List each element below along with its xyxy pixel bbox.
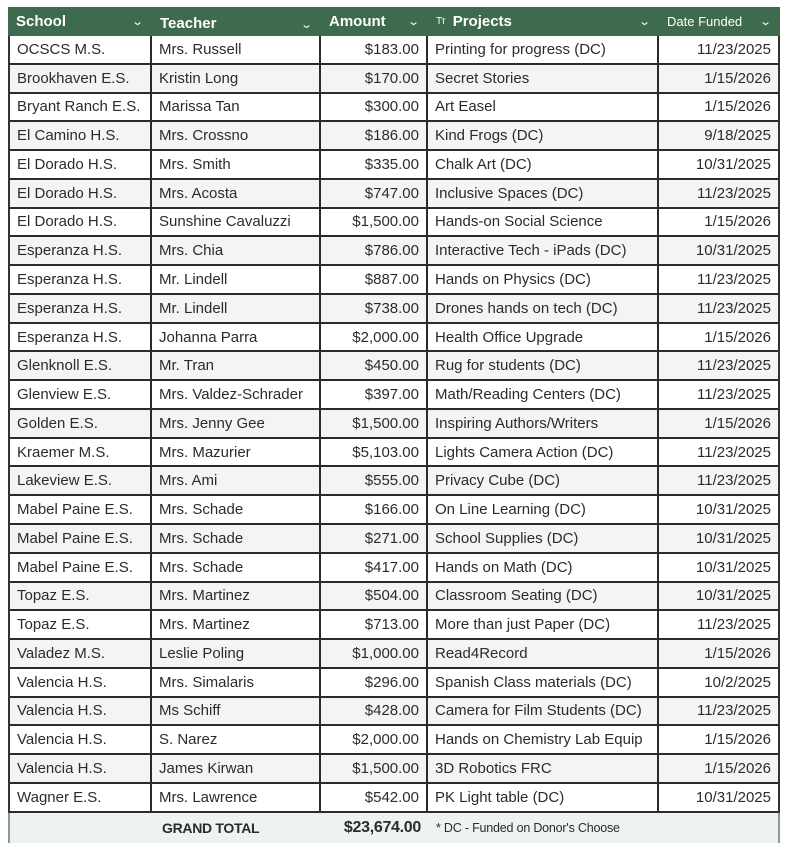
table-row[interactable] <box>10 525 778 554</box>
table-row[interactable] <box>10 640 778 669</box>
table-row[interactable] <box>10 611 778 640</box>
table-row[interactable] <box>10 151 778 180</box>
cell-date-funded[interactable]: 1/15/2026 <box>704 644 771 662</box>
cell-date-funded[interactable]: 10/31/2025 <box>695 501 771 519</box>
cell-school[interactable]: El Dorado H.S. <box>10 209 152 236</box>
cell-date-funded[interactable]: 11/23/2025 <box>697 702 771 720</box>
table-row[interactable] <box>10 352 778 381</box>
cell-teacher[interactable]: Mrs. Schade <box>152 554 321 581</box>
cell-amount[interactable]: $2,000.00 <box>321 726 428 753</box>
cell-project[interactable]: Hands on Chemistry Lab Equip <box>428 726 659 753</box>
cell-school[interactable]: El Dorado H.S. <box>10 151 152 178</box>
table-row[interactable] <box>10 65 778 94</box>
cell-project[interactable]: Art Easel <box>428 94 659 121</box>
cell-teacher[interactable]: Mrs. Lawrence <box>152 784 321 811</box>
cell-school[interactable]: Esperanza H.S. <box>10 295 152 322</box>
column-header-date-funded[interactable] <box>659 7 780 36</box>
cell-date-funded[interactable]: 11/23/2025 <box>697 443 771 461</box>
cell-school[interactable]: Valencia H.S. <box>10 726 152 753</box>
table-row[interactable] <box>10 381 778 410</box>
cell-school[interactable]: OCSCS M.S. <box>10 36 152 63</box>
cell-teacher[interactable]: Mrs. Chia <box>152 237 321 264</box>
table-row[interactable] <box>10 698 778 727</box>
column-header-label: Date Funded <box>667 14 743 29</box>
table-row[interactable] <box>10 237 778 266</box>
cell-teacher[interactable]: Sunshine Cavaluzzi <box>152 209 321 236</box>
cell-school[interactable]: Topaz E.S. <box>10 583 152 610</box>
cell-amount[interactable]: $555.00 <box>321 467 428 494</box>
cell-project[interactable]: Drones hands on tech (DC) <box>428 295 659 322</box>
cell-amount[interactable]: $5,103.00 <box>321 439 428 466</box>
cell-teacher[interactable]: Mrs. Martinez <box>152 583 321 610</box>
table-row[interactable] <box>10 180 778 209</box>
grand-total-row <box>8 813 780 843</box>
column-header-label: Projects <box>452 13 512 30</box>
grand-total-label: GRAND TOTAL <box>162 819 260 836</box>
cell-amount[interactable]: $1,500.00 <box>321 209 428 236</box>
cell-school[interactable]: Glenview E.S. <box>10 381 152 408</box>
chevron-down-icon[interactable]: ⌄ <box>758 16 772 28</box>
cell-amount[interactable]: $887.00 <box>321 266 428 293</box>
cell-teacher[interactable]: Mr. Tran <box>152 352 321 379</box>
cell-project[interactable]: Math/Reading Centers (DC) <box>428 381 659 408</box>
cell-school[interactable]: Valencia H.S. <box>10 755 152 782</box>
column-header-school[interactable] <box>8 7 152 36</box>
cell-date-funded[interactable]: 11/23/2025 <box>697 357 771 375</box>
cell-project[interactable]: Interactive Tech - iPads (DC) <box>428 237 659 264</box>
cell-project[interactable]: Inspiring Authors/Writers <box>428 410 659 437</box>
cell-project[interactable]: More than just Paper (DC) <box>428 611 659 638</box>
cell-school[interactable]: Wagner E.S. <box>10 784 152 811</box>
column-header-label: School <box>16 13 67 30</box>
cell-school[interactable]: Kraemer M.S. <box>10 439 152 466</box>
cell-school[interactable]: El Dorado H.S. <box>10 180 152 207</box>
chevron-down-icon[interactable]: ⌄ <box>299 19 313 31</box>
cell-amount[interactable]: $300.00 <box>321 94 428 121</box>
cell-amount[interactable]: $1,500.00 <box>321 410 428 437</box>
chevron-down-icon[interactable]: ⌄ <box>130 16 144 28</box>
column-header-amount[interactable] <box>321 7 428 36</box>
column-header-label: Teacher <box>160 15 217 32</box>
cell-amount[interactable]: $271.00 <box>321 525 428 552</box>
cell-date-funded[interactable]: 10/31/2025 <box>695 788 771 806</box>
cell-teacher[interactable]: Ms Schiff <box>152 698 321 725</box>
cell-date-funded[interactable]: 1/15/2026 <box>704 328 771 346</box>
cell-date-funded[interactable]: 11/23/2025 <box>697 386 771 404</box>
cell-amount[interactable]: $786.00 <box>321 237 428 264</box>
column-header-projects[interactable] <box>428 7 659 36</box>
footnote: * DC - Funded on Donor's Choose <box>436 820 620 835</box>
table-row[interactable] <box>10 410 778 439</box>
cell-school[interactable]: Glenknoll E.S. <box>10 352 152 379</box>
cell-date-funded[interactable]: 1/15/2026 <box>704 760 771 778</box>
grand-total-amount: $23,674.00 <box>343 818 421 836</box>
cell-project[interactable]: Read4Record <box>428 640 659 667</box>
cell-amount[interactable]: $335.00 <box>321 151 428 178</box>
table-row[interactable] <box>10 209 778 238</box>
cell-school[interactable]: Esperanza H.S. <box>10 266 152 293</box>
table-row[interactable] <box>10 669 778 698</box>
cell-date-funded[interactable]: 10/31/2025 <box>695 587 771 605</box>
cell-school[interactable]: Valencia H.S. <box>10 698 152 725</box>
cell-school[interactable]: Brookhaven E.S. <box>10 65 152 92</box>
cell-date-funded[interactable]: 11/23/2025 <box>697 299 771 317</box>
table-row[interactable] <box>10 122 778 151</box>
cell-amount[interactable]: $296.00 <box>321 669 428 696</box>
cell-amount[interactable]: $397.00 <box>321 381 428 408</box>
cell-project[interactable]: School Supplies (DC) <box>428 525 659 552</box>
cell-date-funded[interactable]: 11/23/2025 <box>697 40 771 58</box>
cell-date-funded[interactable]: 1/15/2026 <box>704 69 771 87</box>
cell-amount[interactable]: $738.00 <box>321 295 428 322</box>
cell-date-funded[interactable]: 9/18/2025 <box>704 127 771 145</box>
cell-amount[interactable]: $747.00 <box>321 180 428 207</box>
cell-amount[interactable]: $713.00 <box>321 611 428 638</box>
cell-school[interactable]: Mabel Paine E.S. <box>10 525 152 552</box>
cell-date-funded[interactable]: 10/31/2025 <box>695 155 771 173</box>
cell-project[interactable]: On Line Learning (DC) <box>428 496 659 523</box>
table-row[interactable] <box>10 554 778 583</box>
cell-teacher[interactable]: Marissa Tan <box>152 94 321 121</box>
cell-teacher[interactable]: Mrs. Jenny Gee <box>152 410 321 437</box>
cell-teacher[interactable]: Mrs. Russell <box>152 36 321 63</box>
table-row[interactable] <box>10 784 778 813</box>
cell-school[interactable]: Lakeview E.S. <box>10 467 152 494</box>
table-header <box>8 7 780 36</box>
cell-project[interactable]: 3D Robotics FRC <box>428 755 659 782</box>
cell-amount[interactable]: $504.00 <box>321 583 428 610</box>
cell-project[interactable]: PK Light table (DC) <box>428 784 659 811</box>
cell-project[interactable]: Classroom Seating (DC) <box>428 583 659 610</box>
cell-teacher[interactable]: Mrs. Ami <box>152 467 321 494</box>
text-type-icon: Tт <box>436 16 445 27</box>
cell-teacher[interactable]: Mr. Lindell <box>152 266 321 293</box>
cell-teacher[interactable]: Mrs. Crossno <box>152 122 321 149</box>
cell-teacher[interactable]: Leslie Poling <box>152 640 321 667</box>
cell-teacher[interactable]: Mrs. Simalaris <box>152 669 321 696</box>
table-row[interactable] <box>10 726 778 755</box>
cell-date-funded[interactable]: 10/31/2025 <box>695 242 771 260</box>
cell-amount[interactable]: $428.00 <box>321 698 428 725</box>
chevron-down-icon[interactable]: ⌄ <box>406 16 420 28</box>
cell-date-funded[interactable]: 10/31/2025 <box>695 558 771 576</box>
cell-school[interactable]: Esperanza H.S. <box>10 237 152 264</box>
table-row[interactable] <box>10 755 778 784</box>
cell-date-funded[interactable]: 10/31/2025 <box>695 529 771 547</box>
table-row[interactable] <box>10 94 778 123</box>
cell-amount[interactable]: $170.00 <box>321 65 428 92</box>
cell-teacher[interactable]: Mrs. Acosta <box>152 180 321 207</box>
cell-date-funded[interactable]: 1/15/2026 <box>704 731 771 749</box>
cell-teacher[interactable]: Kristin Long <box>152 65 321 92</box>
cell-project[interactable]: Secret Stories <box>428 65 659 92</box>
cell-project[interactable]: Health Office Upgrade <box>428 324 659 351</box>
table-row[interactable] <box>10 439 778 468</box>
cell-school[interactable]: Mabel Paine E.S. <box>10 496 152 523</box>
table-row[interactable] <box>10 266 778 295</box>
cell-amount[interactable]: $1,500.00 <box>321 755 428 782</box>
cell-amount[interactable]: $2,000.00 <box>321 324 428 351</box>
cell-amount[interactable]: $1,000.00 <box>321 640 428 667</box>
cell-school[interactable]: Topaz E.S. <box>10 611 152 638</box>
cell-project[interactable]: Spanish Class materials (DC) <box>428 669 659 696</box>
cell-teacher[interactable]: S. Narez <box>152 726 321 753</box>
cell-amount[interactable]: $542.00 <box>321 784 428 811</box>
cell-teacher[interactable]: Mrs. Valdez-Schrader <box>152 381 321 408</box>
cell-project[interactable]: Kind Frogs (DC) <box>428 122 659 149</box>
cell-project[interactable]: Hands on Physics (DC) <box>428 266 659 293</box>
column-header-label: Amount <box>329 13 386 30</box>
table-row[interactable] <box>10 324 778 353</box>
cell-date-funded[interactable]: 1/15/2026 <box>704 213 771 231</box>
table-row[interactable] <box>10 467 778 496</box>
cell-date-funded[interactable]: 1/15/2026 <box>704 414 771 432</box>
cell-project[interactable]: Lights Camera Action (DC) <box>428 439 659 466</box>
cell-project[interactable]: Camera for Film Students (DC) <box>428 698 659 725</box>
cell-project[interactable]: Hands-on Social Science <box>428 209 659 236</box>
cell-school[interactable]: Valadez M.S. <box>10 640 152 667</box>
table-row[interactable] <box>10 295 778 324</box>
cell-teacher[interactable]: Mrs. Mazurier <box>152 439 321 466</box>
cell-date-funded[interactable]: 10/2/2025 <box>704 673 771 691</box>
cell-date-funded[interactable]: 1/15/2026 <box>704 98 771 116</box>
cell-school[interactable]: Golden E.S. <box>10 410 152 437</box>
cell-project[interactable]: Privacy Cube (DC) <box>428 467 659 494</box>
funding-table <box>8 7 780 843</box>
cell-project[interactable]: Printing for progress (DC) <box>428 36 659 63</box>
cell-teacher[interactable]: James Kirwan <box>152 755 321 782</box>
cell-date-funded[interactable]: 11/23/2025 <box>697 472 771 490</box>
cell-project[interactable]: Rug for students (DC) <box>428 352 659 379</box>
cell-school[interactable]: Mabel Paine E.S. <box>10 554 152 581</box>
cell-teacher[interactable]: Mrs. Schade <box>152 496 321 523</box>
table-row[interactable] <box>10 36 778 65</box>
cell-school[interactable]: Valencia H.S. <box>10 669 152 696</box>
cell-amount[interactable]: $183.00 <box>321 36 428 63</box>
cell-amount[interactable]: $186.00 <box>321 122 428 149</box>
cell-teacher[interactable]: Mrs. Martinez <box>152 611 321 638</box>
column-header-teacher[interactable] <box>152 7 321 36</box>
chevron-down-icon[interactable]: ⌄ <box>637 16 651 28</box>
cell-project[interactable]: Inclusive Spaces (DC) <box>428 180 659 207</box>
cell-teacher[interactable]: Mrs. Smith <box>152 151 321 178</box>
cell-project[interactable]: Chalk Art (DC) <box>428 151 659 178</box>
table-body <box>8 36 780 813</box>
cell-amount[interactable]: $450.00 <box>321 352 428 379</box>
cell-teacher[interactable]: Mr. Lindell <box>152 295 321 322</box>
table-row[interactable] <box>10 496 778 525</box>
cell-amount[interactable]: $166.00 <box>321 496 428 523</box>
cell-teacher[interactable]: Johanna Parra <box>152 324 321 351</box>
table-row[interactable] <box>10 583 778 612</box>
cell-date-funded[interactable]: 11/23/2025 <box>697 616 771 634</box>
cell-date-funded[interactable]: 11/23/2025 <box>697 271 771 288</box>
cell-teacher[interactable]: Mrs. Schade <box>152 525 321 552</box>
cell-date-funded[interactable]: 11/23/2025 <box>697 184 771 202</box>
cell-project[interactable]: Hands on Math (DC) <box>428 554 659 581</box>
cell-school[interactable]: Esperanza H.S. <box>10 324 152 351</box>
cell-school[interactable]: Bryant Ranch E.S. <box>10 94 152 121</box>
cell-school[interactable]: El Camino H.S. <box>10 122 152 149</box>
cell-amount[interactable]: $417.00 <box>321 554 428 581</box>
